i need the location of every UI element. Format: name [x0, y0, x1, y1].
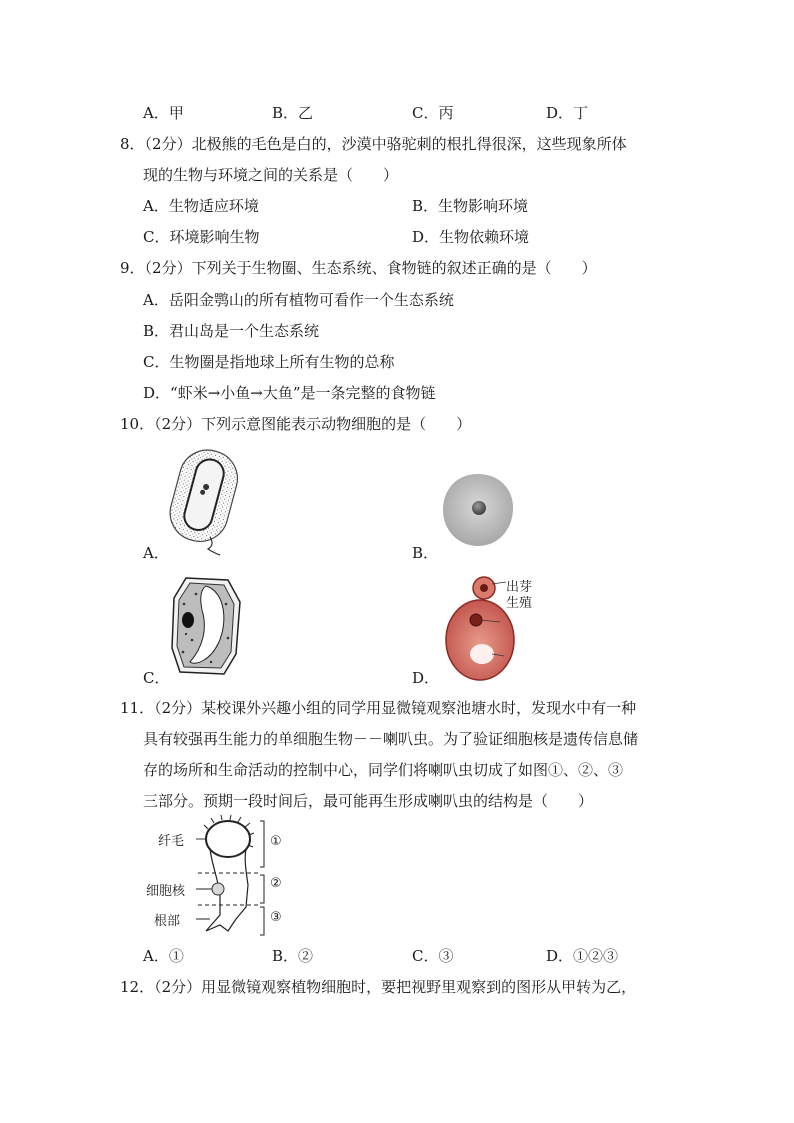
q11-part-1: ①	[270, 834, 282, 849]
q10-option-d: D．	[412, 669, 440, 687]
q8-stem-line2: 现的生物与环境之间的关系是（ ）	[143, 166, 399, 184]
q8-stem-line1: 8．（2分）北极熊的毛色是白的，沙漠中骆驼刺的根扎得很深，这些现象所体	[120, 135, 627, 153]
q11-option-d: D．①②③	[546, 947, 619, 965]
q12-stem: 12．（2分）用显微镜观察植物细胞时，要把视野里观察到的图形从甲转为乙，	[120, 978, 637, 996]
q8-option-b: B．生物影响环境	[412, 197, 529, 215]
q11-stem-line2: 具有较强再生能力的单细胞生物－－喇叭虫。为了验证细胞核是遗传信息储	[143, 730, 639, 748]
q10-stem: 10．（2分）下列示意图能表示动物细胞的是（ ）	[120, 415, 472, 433]
q8-option-a: A．生物适应环境	[143, 197, 259, 215]
q7-option-c: C．丙	[412, 104, 454, 122]
q9-option-b: B．君山岛是一个生态系统	[143, 322, 320, 340]
q10-figure-a	[160, 445, 250, 557]
q9-option-d: D．“虾米→小鱼→大鱼”是一条完整的食物链	[143, 384, 436, 402]
q9-stem: 9．（2分）下列关于生物圈、生态系统、食物链的叙述正确的是（ ）	[120, 259, 597, 277]
q9-option-a: A．岳阳金鹗山的所有植物可看作一个生态系统	[143, 291, 454, 309]
q9-option-c: C．生物圈是指地球上所有生物的总称	[143, 353, 395, 371]
q10-figure-c	[166, 574, 246, 678]
q7-option-b: B．乙	[272, 104, 314, 122]
q11-option-c: C．③	[412, 947, 454, 965]
q11-stem-line1: 11．（2分）某校课外兴趣小组的同学用显微镜观察池塘水时，发现水中有一种	[120, 699, 637, 717]
q11-option-a: A．①	[143, 947, 184, 965]
q11-stem-line4: 三部分。预期一段时间后，最可能再生形成喇叭虫的结构是（ ）	[143, 792, 594, 810]
q10-option-b: B．	[412, 544, 439, 562]
q7-option-a: A．甲	[143, 104, 184, 122]
q11-label-root: 根部	[154, 914, 181, 929]
q11-stem-line3: 存的场所和生命活动的控制中心，同学们将喇叭虫切成了如图①、②、③	[143, 761, 624, 779]
q7-option-d: D．丁	[546, 104, 589, 122]
q10-figure-b	[438, 470, 518, 550]
q8-option-c: C．环境影响生物	[143, 228, 260, 246]
q11-part-3: ③	[270, 910, 282, 925]
q10-option-a: A．	[143, 544, 169, 562]
q8-option-d: D．生物依赖环境	[412, 228, 530, 246]
q11-label-cilia: 纤毛	[158, 834, 185, 849]
q10-figure-d-label-reproduction: 生殖	[506, 596, 533, 611]
q10-figure-d-label-bud: 出芽	[506, 580, 533, 595]
q11-option-b: B．②	[272, 947, 314, 965]
q10-option-c: C．	[143, 669, 170, 687]
q11-part-2: ②	[270, 876, 282, 891]
q11-label-nucleus: 细胞核	[146, 884, 186, 899]
